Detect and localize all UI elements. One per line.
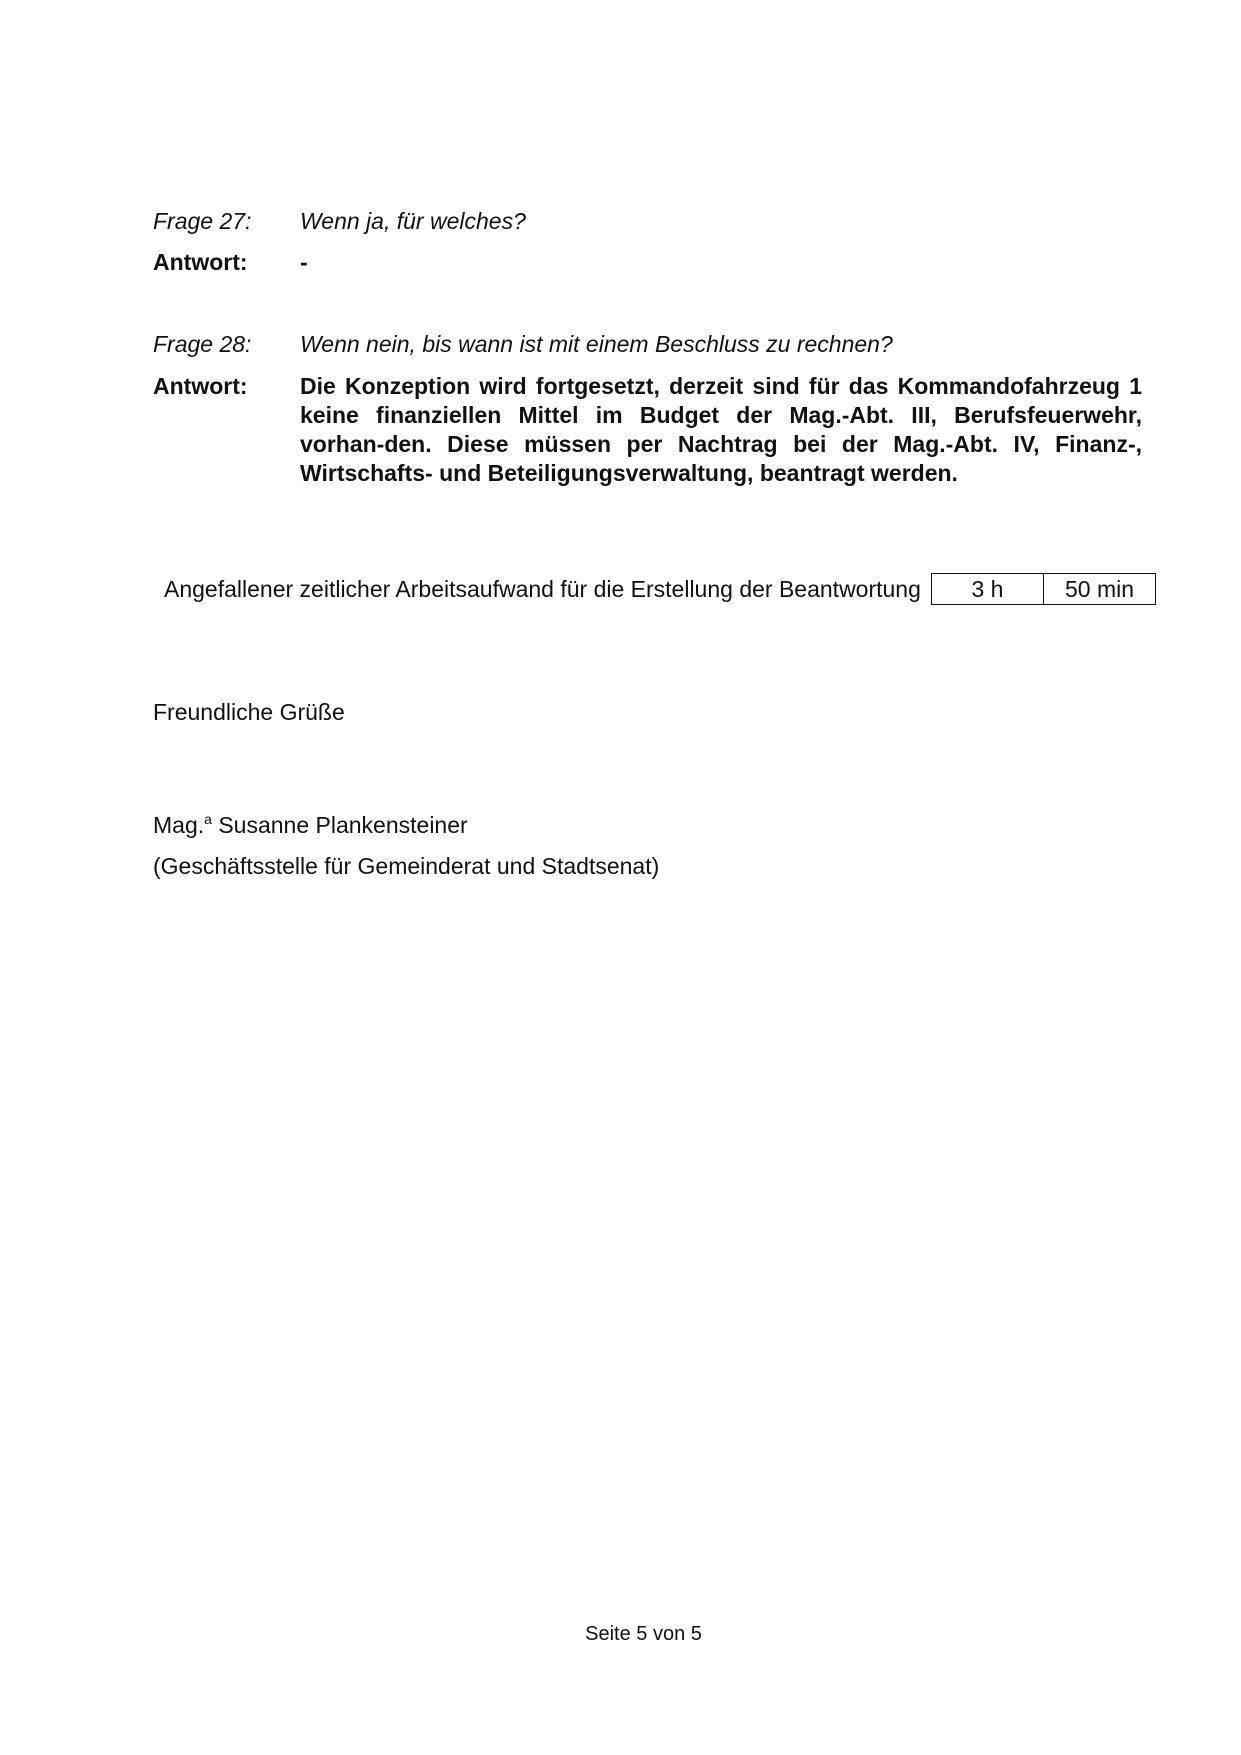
effort-table (931, 573, 1156, 605)
question-28 (153, 330, 1143, 359)
signer-prefix: Mag. (153, 812, 205, 838)
answer-28-text: Die Konzeption wird fortgesetzt, derzeit sind für das Kommandofahrzeug 1 keine finanziellen Mittel im Budget der Mag.-Abt. III, Berufsfeuerwehr, vorhan-den. Diese müssen per Nachtrag bei der Mag.-Abt. IV, Finanz-, Wirtschafts- und Beteiligungsverwaltung, beantragt werden. (300, 373, 1142, 486)
signer-name: Susanne Plankensteiner (218, 812, 468, 838)
answer-27-text: - (300, 249, 308, 275)
answer-28-label: Antwort: (153, 373, 248, 399)
answer-28 (153, 372, 1143, 488)
answer-27 (153, 248, 1143, 277)
question-28-text: Wenn nein, bis wann ist mit einem Beschluss zu rechnen? (300, 331, 893, 357)
effort-row (164, 573, 1156, 605)
answer-27-block (153, 248, 1143, 277)
question-28-block (153, 330, 1143, 359)
question-27-text: Wenn ja, für welches? (300, 208, 526, 234)
greeting: Freundliche Grüße (153, 699, 345, 725)
effort-minutes: 50 min (1043, 574, 1155, 604)
effort-label: Angefallener zeitlicher Arbeitsaufwand für die Erstellung der Beantwortung (164, 576, 921, 602)
answer-27-label: Antwort: (153, 249, 248, 275)
question-27-label: Frage 27: (153, 208, 252, 234)
question-27 (153, 207, 1143, 236)
signer-office: (Geschäftsstelle für Gemeinderat und Stadtsenat) (153, 853, 660, 879)
page-number: Seite 5 von 5 (585, 1623, 702, 1645)
question-28-label: Frage 28: (153, 331, 252, 357)
answer-28-block (153, 372, 1143, 488)
effort-hours: 3 h (971, 576, 1004, 602)
signer-line (153, 810, 468, 840)
question-27-block (153, 207, 1143, 236)
signer-suffix: a (204, 811, 212, 827)
page-footer (0, 1621, 1241, 1647)
